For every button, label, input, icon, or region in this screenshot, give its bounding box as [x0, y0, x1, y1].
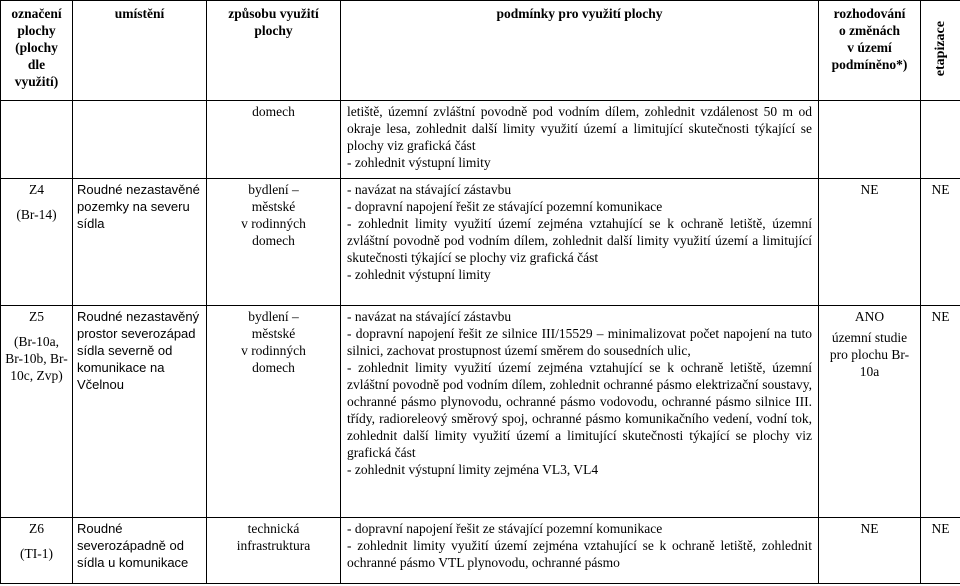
header-code: označení plochy (plochy dle využití): [1, 1, 73, 101]
table-row: [1, 101, 960, 179]
row-code: Z4 (Br-14): [1, 179, 73, 306]
row-use: domech: [207, 101, 341, 179]
row-decision: NE: [819, 179, 921, 306]
row-stage: NE: [921, 518, 960, 584]
row-location: Roudné nezastavěný prostor severozápad sídla severně od komunikace na Včelnou: [73, 306, 207, 518]
row-stage: NE: [921, 179, 960, 306]
header-row: [1, 1, 960, 101]
row-code: [1, 101, 73, 179]
table-row: [1, 306, 960, 518]
header-decision: rozhodování o změnách v území podmíněno*): [819, 1, 921, 101]
row-use: bydlení – městské v rodinných domech: [207, 179, 341, 306]
row-use: bydlení – městské v rodinných domech: [207, 306, 341, 518]
row-code: Z6 (TI-1): [1, 518, 73, 584]
header-conditions: podmínky pro využití plochy: [341, 1, 819, 101]
row-location: Roudné nezastavěné pozemky na severu sídla: [73, 179, 207, 306]
table-row: [1, 518, 960, 584]
row-stage: NE: [921, 306, 960, 518]
row-use: technická infrastruktura: [207, 518, 341, 584]
row-decision: [819, 101, 921, 179]
row-conditions: letiště, územní zvláštní povodně pod vodním dílem, zohlednit vzdálenost 50 m od okraje lesa, zohlednit další limity využití území a limitující skutečnosti týkající se plochy viz grafická část - zohlednit výstupní limity: [341, 101, 819, 179]
header-stage: etapizace: [921, 1, 960, 101]
row-conditions: - navázat na stávající zástavbu - dopravní napojení řešit ze silnice III/15529 – minimalizovat počet napojení na tuto silnici, zachovat prostupnost území směrem do sousedních ulic, - zohlednit limity využití území zejména vztahující se k ochraně letiště, územní zvláštní povodně pod vodním dílem, zohlednit ochranné pásmo elektrizační soustavy, ochranné pásmo plynovodu, ochranné pásmo vodovodu, ochranné pásmo silnice III. třídy, radioreleový směrový spoj, ochranné pásmo komunikačního vedení, vodní tok, zohlednit další limity využití území a limitující skutečnosti týkající se plochy viz grafická část - zohlednit výstupní limity zejména VL3, VL4: [341, 306, 819, 518]
table-row: [1, 179, 960, 306]
row-code: Z5 (Br-10a, Br-10b, Br-10c, Zvp): [1, 306, 73, 518]
row-conditions: - navázat na stávající zástavbu - dopravní napojení řešit ze stávající pozemní komunikace - zohlednit limity využití území zejména vztahující se k ochraně letiště, územní zvláštní povodně pod vodním dílem, zohlednit další limity využití území a limitující skutečnosti týkající se plochy viz grafická část - zohlednit výstupní limity: [341, 179, 819, 306]
row-stage: [921, 101, 960, 179]
header-location: umístění: [73, 1, 207, 101]
row-location: [73, 101, 207, 179]
row-location: Roudné severozápadně od sídla u komunikace: [73, 518, 207, 584]
header-use: způsobu využití plochy: [207, 1, 341, 101]
row-conditions: - dopravní napojení řešit ze stávající pozemní komunikace - zohlednit limity využití území zejména vztahující se k ochraně letiště, zohlednit ochranné pásmo VTL plynovodu, ochranné pásmo: [341, 518, 819, 584]
row-decision: ANO územní studie pro plochu Br-10a: [819, 306, 921, 518]
row-decision: NE: [819, 518, 921, 584]
